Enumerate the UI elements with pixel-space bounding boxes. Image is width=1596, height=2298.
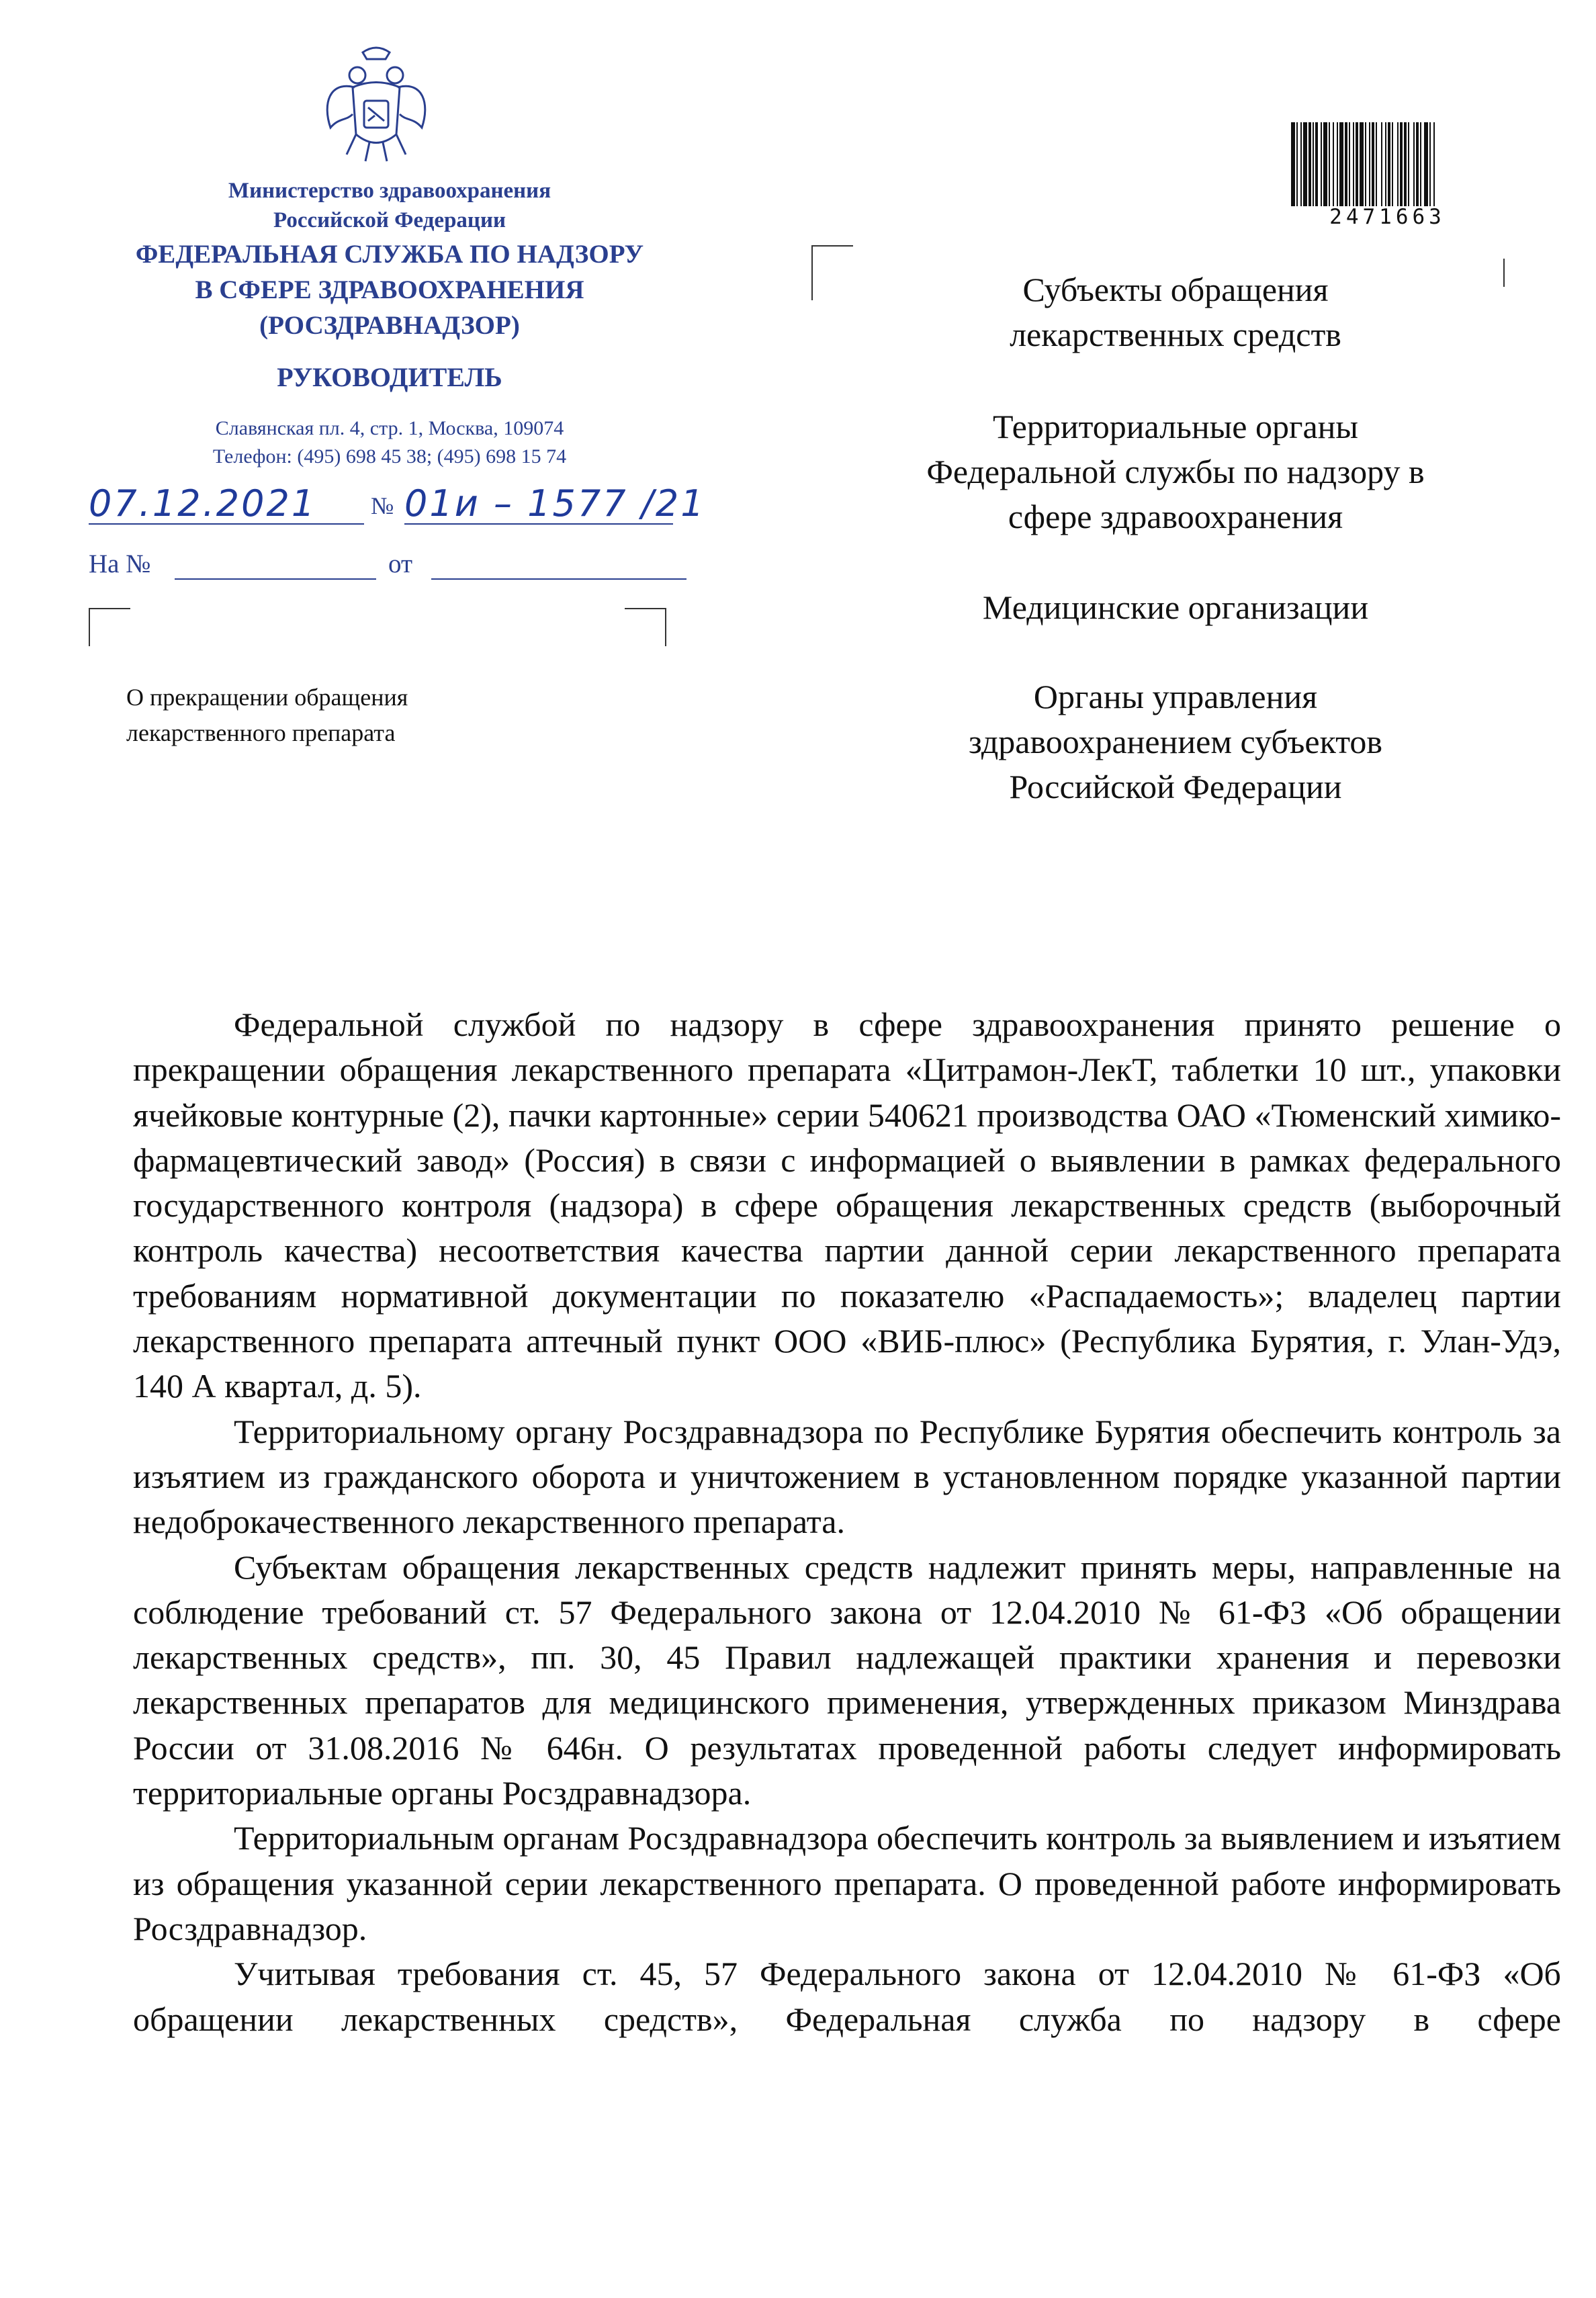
addressee-medical-orgs: [867, 585, 1484, 630]
barcode-bar: [1381, 122, 1382, 206]
addressee-health-authorities: [867, 674, 1484, 809]
barcode-bar: [1309, 122, 1311, 206]
ministry-name: [54, 176, 725, 235]
barcode-bar: [1413, 122, 1415, 206]
ref-number-label: На №: [89, 549, 151, 578]
ministry-line: Российской Федерации: [273, 208, 506, 232]
barcode-bar: [1433, 122, 1435, 206]
ministry-line: Министерство здравоохранения: [228, 179, 551, 203]
addressee-line: лекарственных средств: [1010, 316, 1341, 353]
phone-line: Телефон: (495) 698 45 38; (495) 698 15 74: [212, 445, 567, 468]
body-paragraph: Территориальным органам Росздравнадзора обеспечить контроль за выявлением и изъятием из обращения указанной серии лекарственного препарата. О проведенной работе информировать Росздравнадзор.: [133, 1819, 1561, 1947]
barcode-bar: [1416, 122, 1419, 206]
letter-subject: [126, 680, 408, 751]
service-line: ФЕДЕРАЛЬНАЯ СЛУЖБА ПО НАДЗОРУ: [135, 240, 644, 269]
registration-line: [89, 482, 747, 529]
barcode: [1288, 122, 1487, 206]
barcode-bar: [1408, 122, 1409, 206]
barcode-bar: [1339, 122, 1343, 206]
addressee-territorial-bodies: [867, 404, 1484, 539]
barcode-bar: [1404, 122, 1407, 206]
addressee-bracket-right: [1503, 259, 1505, 287]
address-line: Славянская пл. 4, стр. 1, Москва, 109074: [215, 417, 564, 439]
barcode-number: 2471663: [1329, 205, 1446, 229]
head-title: РУКОВОДИТЕЛЬ: [277, 362, 502, 392]
barcode-bar: [1313, 122, 1314, 206]
registration-number: 01и – 1577 /21: [404, 482, 706, 525]
barcode-bar: [1392, 122, 1393, 206]
subject-line: О прекращении обращения: [126, 684, 408, 711]
addressee-line: Органы управления: [1033, 678, 1318, 715]
barcode-bar: [1429, 122, 1431, 206]
registration-date: 07.12.2021: [89, 482, 317, 525]
ref-date-label: от: [388, 549, 413, 578]
reference-line: [89, 549, 693, 589]
barcode-bar: [1300, 122, 1302, 206]
barcode-bar: [1372, 122, 1374, 206]
barcode-bar: [1365, 122, 1366, 206]
body-paragraph: Территориальному органу Росздравнадзора по Республике Бурятия обеспечить контроль за изъятием из гражданского оборота и уничтожением в установленном порядке указанной партии недоброкачественного лекарственного препарата.: [133, 1412, 1561, 1541]
barcode-bar: [1397, 122, 1399, 206]
addressee-line: Медицинские организации: [982, 588, 1369, 626]
addressee-line: сфере здравоохранения: [1008, 498, 1343, 535]
barcode-bar: [1329, 122, 1330, 206]
barcode-bar: [1356, 122, 1358, 206]
body-paragraph: Учитывая требования ст. 45, 57 Федерального закона от 12.04.2010 № 61-ФЗ «Об обращении лекарственных средств», Федеральная служба по надзору в сфере: [133, 1955, 1561, 2038]
barcode-bar: [1376, 122, 1377, 206]
body-paragraph: Субъектам обращения лекарственных средств надлежит принять меры, направленные на соблюдение требований ст. 57 Федерального закона от 12.04.2010 № 61-ФЗ «Об обращении лекарственных средств», пп. 30, 45 Правил надлежащей практики хранения и перевозки лекарственных препаратов для медицинского применения, утвержденных приказом Минздрава России от 31.08.2016 № 646н. О результатах проведенной работы следует информировать территориальные органы Росздравнадзора.: [133, 1548, 1561, 1812]
barcode-bar: [1420, 122, 1421, 206]
addressee-line: Территориальные органы: [992, 408, 1359, 445]
number-sign: №: [371, 492, 394, 519]
letter-body: [133, 1002, 1561, 2042]
barcode-bar: [1291, 122, 1295, 206]
barcode-bar: [1424, 122, 1428, 206]
subject-bracket-left: [89, 608, 130, 646]
barcode-bar: [1349, 122, 1350, 206]
barcode-bar: [1315, 122, 1318, 206]
barcode-bar: [1303, 122, 1307, 206]
addressee-line: Российской Федерации: [1009, 768, 1342, 805]
barcode-bar: [1333, 122, 1334, 206]
barcode-bar: [1345, 122, 1347, 206]
service-line: (РОСЗДРАВНАДЗОР): [259, 311, 520, 340]
barcode-bar: [1369, 122, 1370, 206]
barcode-bar: [1388, 122, 1390, 206]
barcode-bar: [1353, 122, 1354, 206]
barcode-bar: [1321, 122, 1322, 206]
service-name: [54, 236, 725, 343]
subject-bracket-right: [625, 608, 666, 646]
barcode-bar: [1385, 122, 1386, 206]
service-line: В СФЕРЕ ЗДРАВООХРАНЕНИЯ: [195, 275, 584, 304]
barcode-bar: [1400, 122, 1403, 206]
barcode-bar: [1323, 122, 1327, 206]
ref-number-blank: [175, 578, 376, 580]
addressee-line: Федеральной службы по надзору в: [926, 453, 1425, 490]
subject-line: лекарственного препарата: [126, 719, 396, 746]
barcode-bar: [1296, 122, 1298, 206]
barcode-bar: [1360, 122, 1364, 206]
addressee-bracket-left: [811, 245, 853, 300]
body-paragraph: Федеральной службой по надзору в сфере здравоохранения принято решение о прекращении обращения лекарственного препарата «Цитрамон-ЛекТ, таблетки 10 шт., упаковки ячейковые контурные (2), пачки картонные» серии 540621 производства ОАО «Тюменский химико-фармацевтический завод» (Россия) в связи с информацией о выявлении в рамках федерального государственного контроля (надзора) в сфере обращения лекарственных средств (выборочный контроль качества) несоответствия качества партии данной серии лекарственного препарата требованиям нормативной документации по показателю «Распадаемость»; владелец партии лекарственного препарата аптечный пункт ООО «ВИБ-плюс» (Республика Бурятия, г. Улан-Удэ, 140 А квартал, д. 5).: [133, 1006, 1561, 1405]
contact-address: [54, 414, 725, 471]
registration-underline: [89, 521, 747, 528]
addressee-pharma-subjects: [867, 267, 1484, 357]
addressee-line: здравоохранением субъектов: [968, 723, 1383, 760]
state-emblem-icon: [316, 40, 437, 168]
barcode-bar: [1337, 122, 1338, 206]
addressee-line: Субъекты обращения: [1022, 271, 1329, 308]
ref-date-blank: [431, 578, 686, 580]
